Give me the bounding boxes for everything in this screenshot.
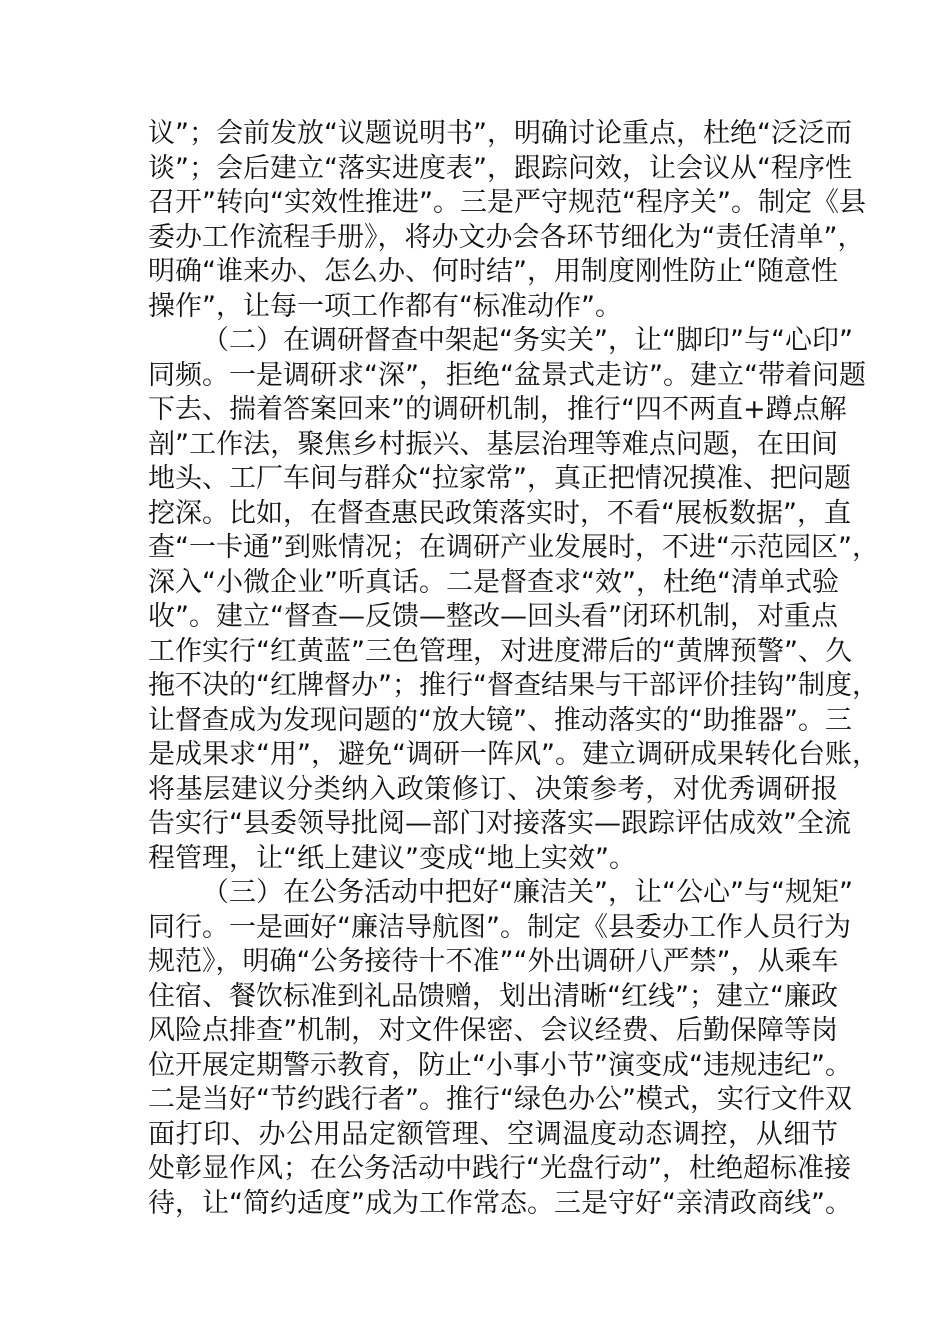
text-line: 处彰显作风；在公务活动中践行“光盘行动”，杜绝超标准接	[148, 1153, 851, 1184]
text-line: 同行。一是画好“廉洁导航图”。制定《县委办工作人员行为	[148, 911, 851, 943]
text-line: 明确“谁来办、怎么办、何时结”，用制度刚性防止“随意性	[148, 256, 838, 287]
text-line: 深入“小微企业”听真话。二是督查求“效”，杜绝“清单式验	[148, 566, 839, 598]
text-line: 住宿、餐饮标准到礼品馈赠，划出清晰“红线”；建立“廉政	[148, 980, 838, 1012]
text-line: 是成果求“用”，避免“调研一阵风”。建立调研成果转化台账，	[148, 739, 879, 770]
text-line: 挖深。比如，在督查惠民政策落实时，不看“展板数据”，直	[148, 497, 851, 529]
text-line: 谈”；会后建立“落实进度表”，跟踪问效，让会议从“程序性	[148, 152, 852, 184]
text-line: 剖”工作法，聚焦乡村振兴、基层治理等难点问题，在田间	[148, 428, 838, 460]
text-line: 地头、工厂车间与群众“拉家常”，真正把情况摸准、把问题	[148, 463, 851, 494]
text-line: 召开”转向“实效性推进”。三是严守规范“程序关”。制定《县	[148, 187, 866, 218]
text-line: 收”。建立“督查—反馈—整改—回头看”闭环机制，对重点	[148, 601, 838, 632]
section-heading-line: （二）在调研督查中架起“务实关”，让“脚印”与“心印”	[202, 325, 853, 356]
text-line: 拖不决的“红牌督办”；推行“督查结果与干部评价挂钩”制度，	[148, 670, 879, 701]
text-line: 委办工作流程手册》，将办文办会各环节细化为“责任清单”，	[148, 221, 865, 253]
section-heading-line: （三）在公务活动中把好“廉洁关”，让“公心”与“规矩”	[202, 877, 853, 908]
text-line: 风险点排查”机制，对文件保密、会议经费、后勤保障等岗	[148, 1015, 838, 1046]
text-line: 二是当好“节约践行者”。推行“绿色办公”模式，实行文件双	[148, 1084, 852, 1115]
text-line: 将基层建议分类纳入政策修订、决策参考，对优秀调研报	[148, 773, 838, 805]
text-line: 工作实行“红黄蓝”三色管理，对进度滞后的“黄牌预警”、久	[148, 635, 852, 667]
text-line: 议”；会前发放“议题说明书”，明确讨论重点，杜绝“泛泛而	[148, 118, 852, 149]
text-line: 面打印、办公用品定额管理、空调温度动态调控，从细节	[148, 1118, 838, 1150]
text-line: 查“一卡通”到账情况；在调研产业发展时，不进“示范园区”，	[148, 532, 879, 563]
text-line: 让督查成为发现问题的“放大镜”、推动落实的“助推器”。三	[148, 704, 852, 736]
text-line: 程管理，让“纸上建议”变成“地上实效”。	[148, 842, 636, 874]
text-line: 同频。一是调研求“深”，拒绝“盆景式走访”。建立“带着问题	[148, 359, 866, 391]
text-line: 规范》，明确“公务接待十不准”“外出调研八严禁”，从乘车	[148, 946, 839, 977]
text-line: 操作”，让每一项工作都有“标准动作”。	[148, 290, 622, 322]
body-text	[148, 117, 879, 1221]
text-line: 待，让“简约适度”成为工作常态。三是守好“亲清政商线”。	[148, 1187, 852, 1219]
text-line: 位开展定期警示教育，防止“小事小节”演变成“违规违纪”。	[148, 1049, 852, 1081]
text-line: 下去、揣着答案回来”的调研机制，推行“四不两直+蹲点解	[148, 394, 847, 425]
text-line: 告实行“县委领导批阅—部门对接落实—跟踪评估成效”全流	[148, 808, 851, 839]
